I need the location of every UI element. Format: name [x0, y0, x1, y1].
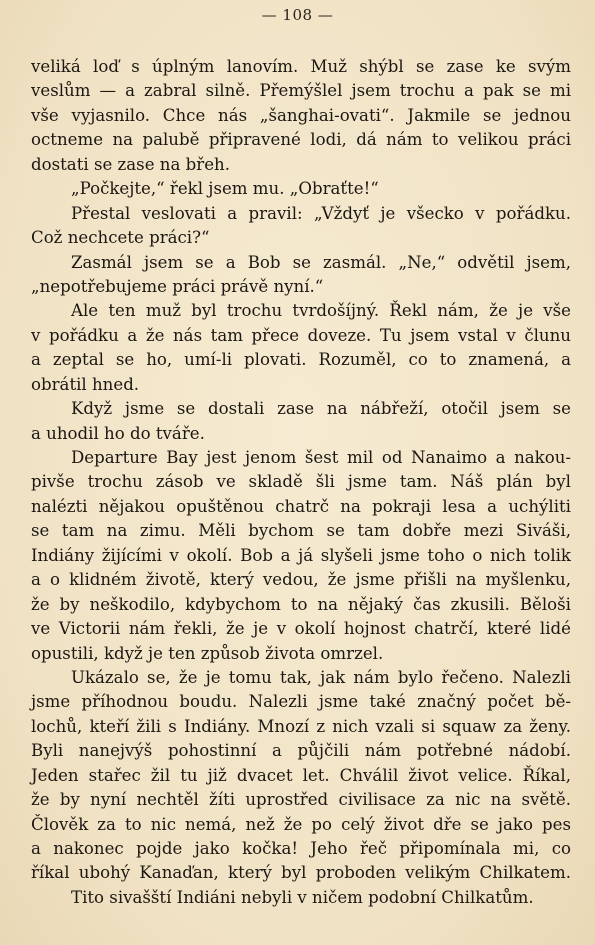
text-line: a nakonec pojde jako kočka! Jeho řeč připomínala mi, co [31, 839, 571, 858]
text-line: vše vyjasnilo. Chce nás „šanghai-ovati“. Jakmile se jednou [31, 105, 571, 125]
text-line: Člověk za to nic nemá, než že po celý život dře se jako pes [31, 814, 571, 834]
text-line: octneme na palubě připravené lodi, dá nám to velikou práci [31, 130, 571, 150]
text-line: Zasmál jsem se a Bob se zasmál. „Ne,“ odvětil jsem, [71, 252, 571, 272]
text-line: Ukázalo se, že je tomu tak, jak nám bylo řečeno. Nalezli [71, 667, 571, 687]
text-line: obrátil hned. [31, 374, 140, 394]
text-line: Přestal veslovati a pravil: „Vždyť je všecko v pořádku. [71, 203, 571, 223]
text-line: „nepotřebujeme práci právě nyní.“ [31, 276, 324, 296]
page-number: — 108 — [261, 6, 334, 24]
text-line: lochů, kteří žili s Indiány. Mnozí z nich vzali si squaw za ženy. [31, 716, 571, 736]
text-line: a uhodil ho do tváře. [31, 423, 205, 443]
text-line: že by nyní nechtěl žíti uprostřed civilisace za nic na světě. [31, 790, 571, 810]
text-line: dostati se zase na břeh. [31, 154, 230, 174]
text-line: Když jsme se dostali zase na nábřeží, otočil jsem se [71, 399, 571, 419]
text-line: Indiány žijícími v okolí. Bob a já slyšeli jsme toho o nich tolik [31, 545, 571, 565]
text-line: Což nechcete práci?“ [31, 228, 210, 248]
text-line: říkal ubohý Kanaďan, který byl proboden velikým Chilkatem. [31, 863, 571, 883]
text-line: Ale ten muž byl trochu tvrdošíjný. Řekl nám, že je vše [71, 301, 571, 321]
text-line: že by neškodilo, kdybychom to na nějaký čas zkusili. Běloši [31, 594, 571, 614]
text-line: Tito sivašští Indiáni nebyli v ničem podobní Chilkatům. [71, 887, 534, 907]
text-line: nalézti nějakou opuštěnou chatrč na pokraji lesa a uchýliti [31, 496, 571, 516]
text-line: se tam na zimu. Měli bychom se tam dobře mezi Siváši, [31, 521, 571, 541]
text-line: veliká loď s úplným lanovím. Muž shýbl se zase ke svým [31, 57, 571, 76]
text-line: v pořádku a že nás tam přece doveze. Tu jsem vstal v člunu [31, 325, 571, 345]
text-line: Byli nanejvýš pohostinní a půjčili nám potřebné nádobí. [31, 741, 571, 761]
body-text [31, 55, 571, 910]
text-line: pivše trochu zásob ve skladě šli jsme tam. Náš plán byl [31, 472, 571, 492]
text-line: a o klidném životě, který vedou, že jsme přišli na myšlenku, [31, 570, 571, 590]
text-line: ve Victorii nám řekli, že je v okolí hojnost chatrčí, které lidé [31, 619, 571, 639]
text-line: Jeden stařec žil tu již dvacet let. Chválil život velice. Říkal, [31, 765, 571, 785]
text-line: opustili, když je ten způsob života omrzel. [31, 643, 384, 663]
text-line: veslům — a zabral silně. Přemýšlel jsem trochu a pak se mi [31, 81, 571, 101]
text-line: jsme příhodnou boudu. Nalezli jsme také značný počet bě- [31, 692, 571, 712]
text-line: Departure Bay jest jenom šest mil od Nanaimo a nakou- [71, 448, 571, 467]
text-line: a zeptal se ho, umí-li plovati. Rozuměl, co to znamená, a [31, 350, 571, 370]
text-line: „Počkejte,“ řekl jsem mu. „Obraťte!“ [71, 179, 379, 199]
